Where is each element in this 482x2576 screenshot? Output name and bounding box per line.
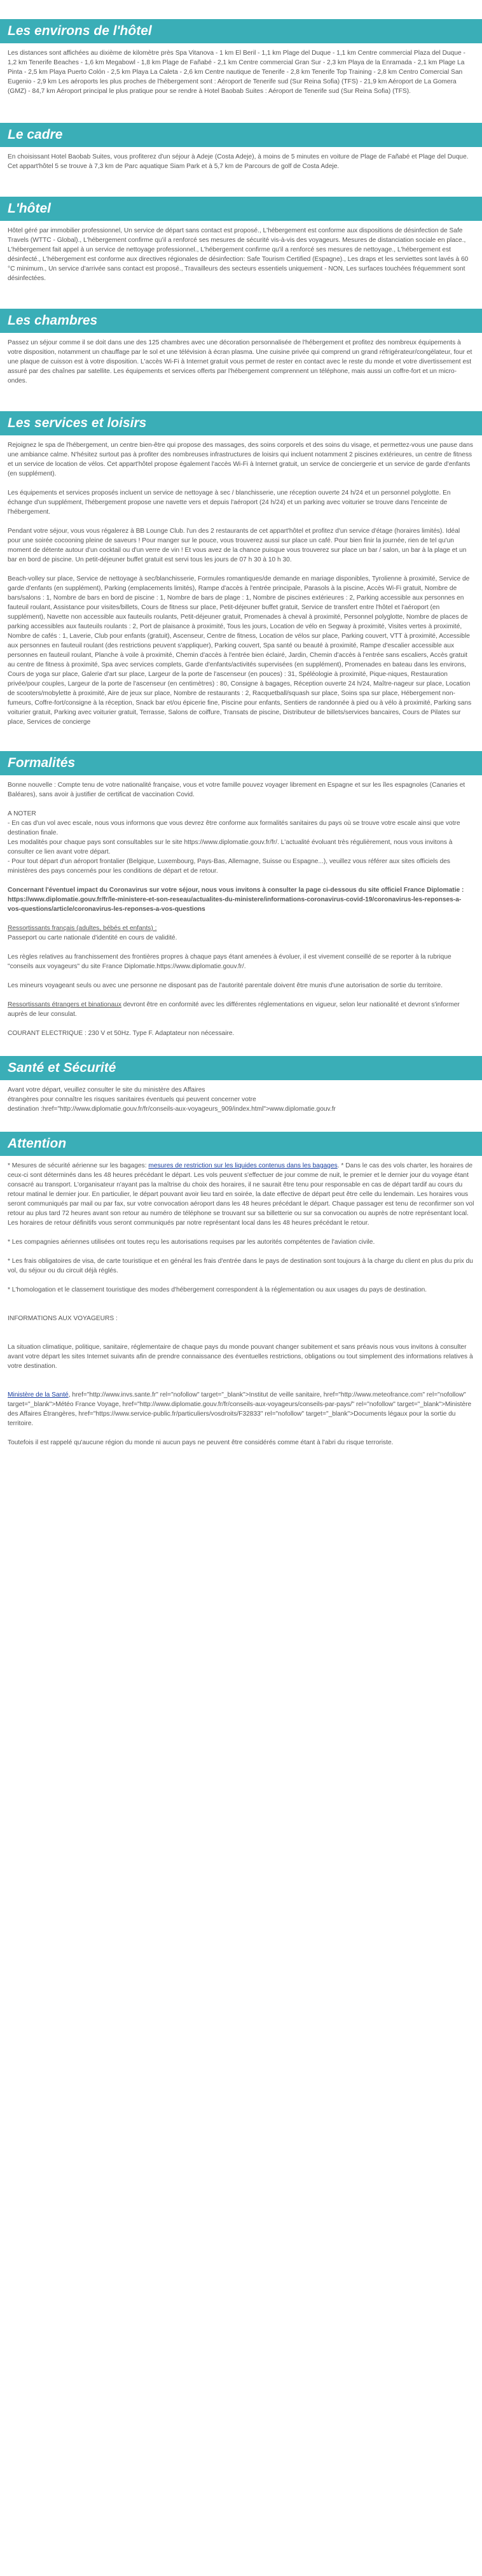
- note-line: Les modalités pour chaque pays sont consultables sur le site https://www.diplomatie.gouv.fr/fr/. L'actualité évoluant très régulièrement, nous vous invitons à consulter ce lien avant votre départ.: [8, 839, 453, 855]
- section-chambres: [0, 309, 482, 386]
- note-line: - En cas d'un vol avec escale, nous vous informons que vous devrez être conforme aux formalités sanitaires du pays où se trouve votre escale ainsi que votre destination finale.: [8, 820, 460, 836]
- sante-line: destination :href="http://www.diplomatie.gouv.fr/fr/conseils-aux-voyageurs_909/index.html">www.diplomatie.gouv.fr: [8, 1106, 336, 1113]
- attention-paragraph-2: * Les compagnies aériennes utilisées ont toutes reçu les autorisations requises par les autorités compétentes de l'aviation civile.: [8, 1239, 375, 1246]
- section-hotel: [0, 197, 482, 283]
- charter-flights-text: . * Dans le cas des vols charter, les horaires de ceux-ci sont déterminés dans les 48 heures précédant le départ. Les vols peuvent s'effectuer de jour comme de nuit, le premier et le dernier jour du voyage étant consacré au transport. L'organisateur n'ayant pas la maîtrise du choix des horaires, il ne saurait être tenu pour responsable en cas de départ tardif au cours du retour matinal le dernier jour. En particulier, le départ pouvant avoir lieu tard en soirée, la date effective de départ peut être celle du lendemain. Les horaires vous seront communiqués par mail ou par fax, sur votre convocation aéroport dans les 48 heures précédant le départ. Chaque passager est tenu de reconfirmer son vol retour au plus tard 72 heures avant son retour au numéro de téléphone se trouvant sur sa billetterie ou sur sa convocation ou auprès de notre représentant local. Les horaires de retour définitifs vous seront communiqués par notre représentant local dans les 48 heures précédant le retour.: [8, 1162, 474, 1227]
- section-title-hotel: L'hôtel: [0, 197, 482, 221]
- section-title-environs: Les environs de l'hôtel: [0, 19, 482, 43]
- section-sante: [0, 1056, 482, 1114]
- note-block: [8, 809, 474, 876]
- formalites-intro: Bonne nouvelle : Compte tenu de votre nationalité française, vous et votre famille pouvez voyager librement en Espagne et sur les îles espagnoles (Canaries et Baléares), sans avoir à justifier de certificat de vaccination Covid.: [8, 782, 465, 798]
- chambres-text: Passez un séjour comme il se doit dans une des 125 chambres avec une décoration personnalisée de l'hébergement et profitez des nombreux équipements à votre disposition, notamment un chauffage par le sol et une télévision à écran plasma. Une cuisine privée qui comprend un grand réfrigérateur/congélateur, four et une plaque de cuisson est à votre disposition. L'accès Wi-Fi à Internet gratuit vous permet de rester en contact avec le reste du monde et votre divertissement est assuré par des chaînes par satellite. Les équipements et services offerts par l'hébergement comprennent un téléphone, mais aussi un coffre-fort et un micro-ondes.: [8, 339, 472, 384]
- ministry-health-link[interactable]: Ministère de la Santé: [8, 1391, 69, 1398]
- border-rules-text: Les règles relatives au franchissement des frontières propres à chaque pays étant amenées à évoluer, il est vivement conseillé de se reporter à la rubrique "conseils aux voyageurs" du site France Diplomatie.https://www.diplomatie.gouv.fr/.: [8, 954, 451, 970]
- note-heading: A NOTER: [8, 810, 36, 817]
- french-nationals-heading: Ressortissants français (adultes, bébés et enfants) :: [8, 925, 157, 932]
- foreign-nationals-heading: Ressortissants étrangers et binationaux: [8, 1001, 121, 1008]
- terrorism-warning: Toutefois il est rappelé qu'aucune région du monde ni aucun pays ne peuvent être considérés comme étant à l'abri du risque terroriste.: [8, 1439, 394, 1446]
- useful-links-text: , href="http://www.invs.sante.fr" rel="nofollow" target="_blank">Institut de veille sanitaire, href="http://www.meteofrance.com" rel="nofollow" target="_blank">Météo France Voyage, href="http://www.diplomatie.gouv.fr/fr/conseils-aux-voyageurs/conseils-par-pays/" rel="nofollow" target="_blank">Ministère des Affaires Étrangères, href="https://www.service-public.fr/particuliers/vosdroits/F32833" rel="nofollow" target="_blank">Documents légaux pour la sortie du territoire.: [8, 1391, 472, 1427]
- useful-links: [8, 1390, 474, 1428]
- section-attention: [0, 1132, 482, 1447]
- section-title-formalites: Formalités: [0, 751, 482, 775]
- environs-text: Les distances sont affichées au dixième de kilomètre près Spa Vitanova - 1 km El Beril - 1,1 km Plage del Duque - 1,1 km Centre commercial Plaza del Duque - 1,2 km Tenerife Beaches - 1,6 km Megabowl - 1,8 km Plage de Fañabé - 2,1 km Centre commercial Gran Sur - 2,3 km Playa de la Enramada - 2,1 km Plage La Pinta - 2,5 km Playa Puerto Colón - 2,5 km Playa La Caleta - 2,6 km Centre nautique de Tenerife - 2,8 km Tenerife Top Training - 2,8 km Centro Comercial San Eugenio - 2,9 km Les aéroports les plus proches de l'hébergement sont : Aéroport de Tenerife sud (Sur Reina Sofia) (TFS) - 21,9 km Aéroport de La Gomera (GMZ) - 84,7 km Aéroport principal le plus pratique pour se rendre à Hotel Baobab Suites : Aéroport de Tenerife sud (Sur Reina Sofia) (TFS).: [8, 50, 465, 95]
- services-paragraph-4: Beach-volley sur place, Service de nettoyage à sec/blanchisserie, Formules romantiques/de demande en mariage disponibles, Tyrolienne à proximité, Service de garde d'enfants (en supplément), Parking (emplacements limités), Rampe d'accès à l'entrée principale, Parasols à la piscine, Accès Wi-Fi gratuit, Nombre de bars/salons : 1, Nombre de bars en bord de piscine : 1, Nombre de bars de plage : 1, Nombre de piscines extérieures : 2, Parking accessible aux personnes en fauteuil roulant, Assistance pour visites/billets, Cours de fitness sur place, Petit-déjeuner buffet gratuit, Service de transfert entre l'hôtel et l'aéroport (en supplément), Navette non accessible aux fauteuils roulants, Petit-déjeuner gratuit, Promenades à cheval à proximité, Personnel polyglotte, Nombre de places de parking accessibles aux fauteuils roulants : 2, Port de plaisance à proximité, Tous les jours, Location de vélo en Segway à proximité, Visites vertes à proximité, Nombre de cafés : 1, Laverie, Club pour enfants (gratuit), Ascenseur, Centre de fitness, Location de vélos sur place, Parking couvert, VTT à proximité, Accessible aux personnes en fauteuil roulant (des restrictions peuvent s'appliquer), Parking couvert, Spa santé ou beauté à proximité, Rampe d'escalier accessible aux personnes en fauteuil roulant, Planche à voile à proximité, Chemin d'accès à l'entrée bien éclairé, Jardin, Chemin d'accès à l'entrée sans escaliers, Accès gratuit au centre de fitness à proximité, Spa avec services complets, Garde d'enfants/activités supervisées (en supplément), Promenades en bateau dans les environs, Cours de yoga sur place, Galerie d'art sur place, Largeur de la porte de l'ascenseur (en pouces) : 31, Spéléologie à proximité, Pique-niques, Restauration privée/pour couples, Largeur de la porte de l'ascenseur (en centimètres) : 80, Consigne à bagages, Réception ouverte 24 h/24, Maître-nageur sur place, Location de scooters/mobylette à proximité, Aire de jeux sur place, Nombre de restaurants : 2, Racquetball/squash sur place, Soins spa sur place, Hébergement non-fumeurs, Coffre-fort/consigne à la réception, Snack bar et/ou épicerie fine, Piscine pour enfants, Sentiers de randonnée à pied ou à vélo à proximité, Parking sans voiturier gratuit, Parking avec voiturier gratuit, Terrasse, Salons de coiffure, Transats de piscine, Distributeur de billets/services bancaires, Cours de Pilates sur place, Services de concierge: [8, 575, 472, 726]
- minors-text: Les mineurs voyageant seuls ou avec une personne ne disposant pas de l'autorité parentale doivent être munis d'une autorisation de sortie du territoire.: [8, 982, 443, 989]
- info-text: La situation climatique, politique, sanitaire, réglementaire de chaque pays du monde pouvant changer subitement et sans préavis nous vous invitons à consulter avant votre départ les sites Internet suivants afin de prendre connaissance des éventuelles restrictions, obligations ou tout simplement des informations relatives à votre destination.: [8, 1344, 473, 1370]
- attention-paragraph-3: * Les frais obligatoires de visa, de carte touristique et en général les frais d'entrée dans le pays de destination sont toujours à la charge du client en plus du prix du vol, du séjour ou du circuit déjà réglés.: [8, 1258, 473, 1274]
- attention-paragraph-1: [8, 1161, 474, 1228]
- section-services: [0, 411, 482, 727]
- section-title-cadre: Le cadre: [0, 123, 482, 147]
- security-prefix: * Mesures de sécurité aérienne sur les bagages:: [8, 1162, 149, 1169]
- services-paragraph-1: Rejoignez le spa de l'hébergement, un centre bien-être qui propose des massages, des soins corporels et des soins du visage, et permettez-vous une pause dans une ambiance calme. N'hésitez surtout pas à profiter des nombreuses infrastructures de loisirs qui incluent notamment 2 piscines extérieures, un centre de fitness et un service de location de vélos. Cet appart'hôtel propose également l'accès Wi-Fi à Internet gratuit, un service de conciergerie et un service de garde d'enfants (en supplément).: [8, 442, 473, 477]
- attention-paragraph-4: * L'homologation et le classement touristique des modes d'hébergement correspondent à la réglementation ou aux usages du pays de destination.: [8, 1286, 427, 1293]
- coronavirus-notice: Concernant l'éventuel impact du Coronavirus sur votre séjour, nous vous invitons à consulter la page ci-dessous du site officiel France Diplomatie : https://www.diplomatie.gouv.fr/fr/le-ministere-et-son-reseau/actualites-du-ministere/informations-coronavirus-covid-19/coronavirus-les-reponses-a-vos-questions/article/coronavirus-les-reponses-a-vos-questions: [8, 887, 464, 913]
- section-title-sante: Santé et Sécurité: [0, 1056, 482, 1080]
- cadre-text: En choisissant Hotel Baobab Suites, vous profiterez d'un séjour à Adeje (Costa Adeje), à moins de 5 minutes en voiture de Plage de Fañabé et Plage del Duque. Cet appart'hôtel 5 se trouve à 7,3 km de Parc aquatique Siam Park et à 5,7 km de Parcours de golf de Costa Adeje.: [8, 153, 469, 170]
- section-formalites: [0, 751, 482, 1038]
- hotel-text: Hôtel géré par immobilier professionnel, Un service de départ sans contact est proposé., L'hébergement est conforme aux dispositions de désinfection de Safe Travels (WTTC - Global)., L'hébergement confirme qu'il a renforcé ses mesures de sécurité vis-à-vis des voyageurs. Mesures de distanciation sociale en place., L'hébergement fait appel à un service de nettoyage professionnel., L'hébergement confirme qu'il a renforcé ses mesures de nettoyage., L'hébergement est désinfecté., L'hébergement est conforme aux directives régionales de désinfection: Safe Tourism Certified (Espagne)., Les draps et les serviettes sont lavés à 60 °C minimum., Un service d'arrivée sans contact est proposé., Travailleurs des secteurs essentiels uniquement - NON, Les surfaces touchées fréquemment sont désinfectées.: [8, 227, 469, 282]
- info-heading: INFORMATIONS AUX VOYAGEURS :: [8, 1315, 118, 1322]
- section-cadre: [0, 123, 482, 171]
- section-environs: [0, 19, 482, 96]
- french-nationals-block: [8, 924, 474, 943]
- section-title-attention: Attention: [0, 1132, 482, 1156]
- sante-line: Avant votre départ, veuillez consulter le site du ministère des Affaires: [8, 1087, 205, 1094]
- section-title-services: Les services et loisirs: [0, 411, 482, 435]
- foreign-nationals-text: [8, 1000, 474, 1019]
- note-line: - Pour tout départ d'un aéroport frontalier (Belgique, Luxembourg, Pays-Bas, Allemagne, Suisse ou Espagne...), veuillez vous référer aux sites officiels des ministères des pays concernés pour les conditions de départ et de retour.: [8, 858, 451, 875]
- services-paragraph-3: Pendant votre séjour, vous vous régalerez à BB Lounge Club. l'un des 2 restaurants de cet appart'hôtel et profitez d'un service d'étage (horaires limités). Idéal pour une soirée cocooning pleine de saveurs ! Pour manger sur le pouce, vous trouverez aussi sur place un café. Pour bien finir la journée, rien de tel qu'un moment de détente autour d'un cocktail ou d'un verre de vin ! Et vous avez de la chance puisque vous trouverez sur place un bar / salon, un bar à la plage et un bar en bord de piscine. Un petit-déjeuner buffet gratuit est servi tous les jours de 07 h 30 à 10 h 30.: [8, 528, 467, 563]
- services-paragraph-2: Les équipements et services proposés incluent un service de nettoyage à sec / blanchisserie, une réception ouverte 24 h/24 et un personnel polyglotte. En échange d'un supplément, l'hébergement propose une navette vers et depuis l'aéroport (24 h/24) et un parking avec voiturier se trouve dans l'enceinte de l'hébergement.: [8, 489, 451, 516]
- liquids-restriction-link[interactable]: mesures de restriction sur les liquides contenus dans les bagages: [148, 1162, 338, 1169]
- section-title-chambres: Les chambres: [0, 309, 482, 333]
- foreign-nationals-body: devront être en conformité avec les différentes réglementations en vigueur, selon leur nationalité et devront s'informer auprès de leur consulat.: [8, 1001, 460, 1018]
- electric-current: COURANT ELECTRIQUE : 230 V et 50Hz. Type F. Adaptateur non nécessaire.: [8, 1030, 235, 1037]
- sante-line: étrangères pour connaître les risques sanitaires éventuels qui peuvent concerner votre: [8, 1096, 256, 1103]
- french-nationals-text: Passeport ou carte nationale d'identité en cours de validité.: [8, 934, 177, 941]
